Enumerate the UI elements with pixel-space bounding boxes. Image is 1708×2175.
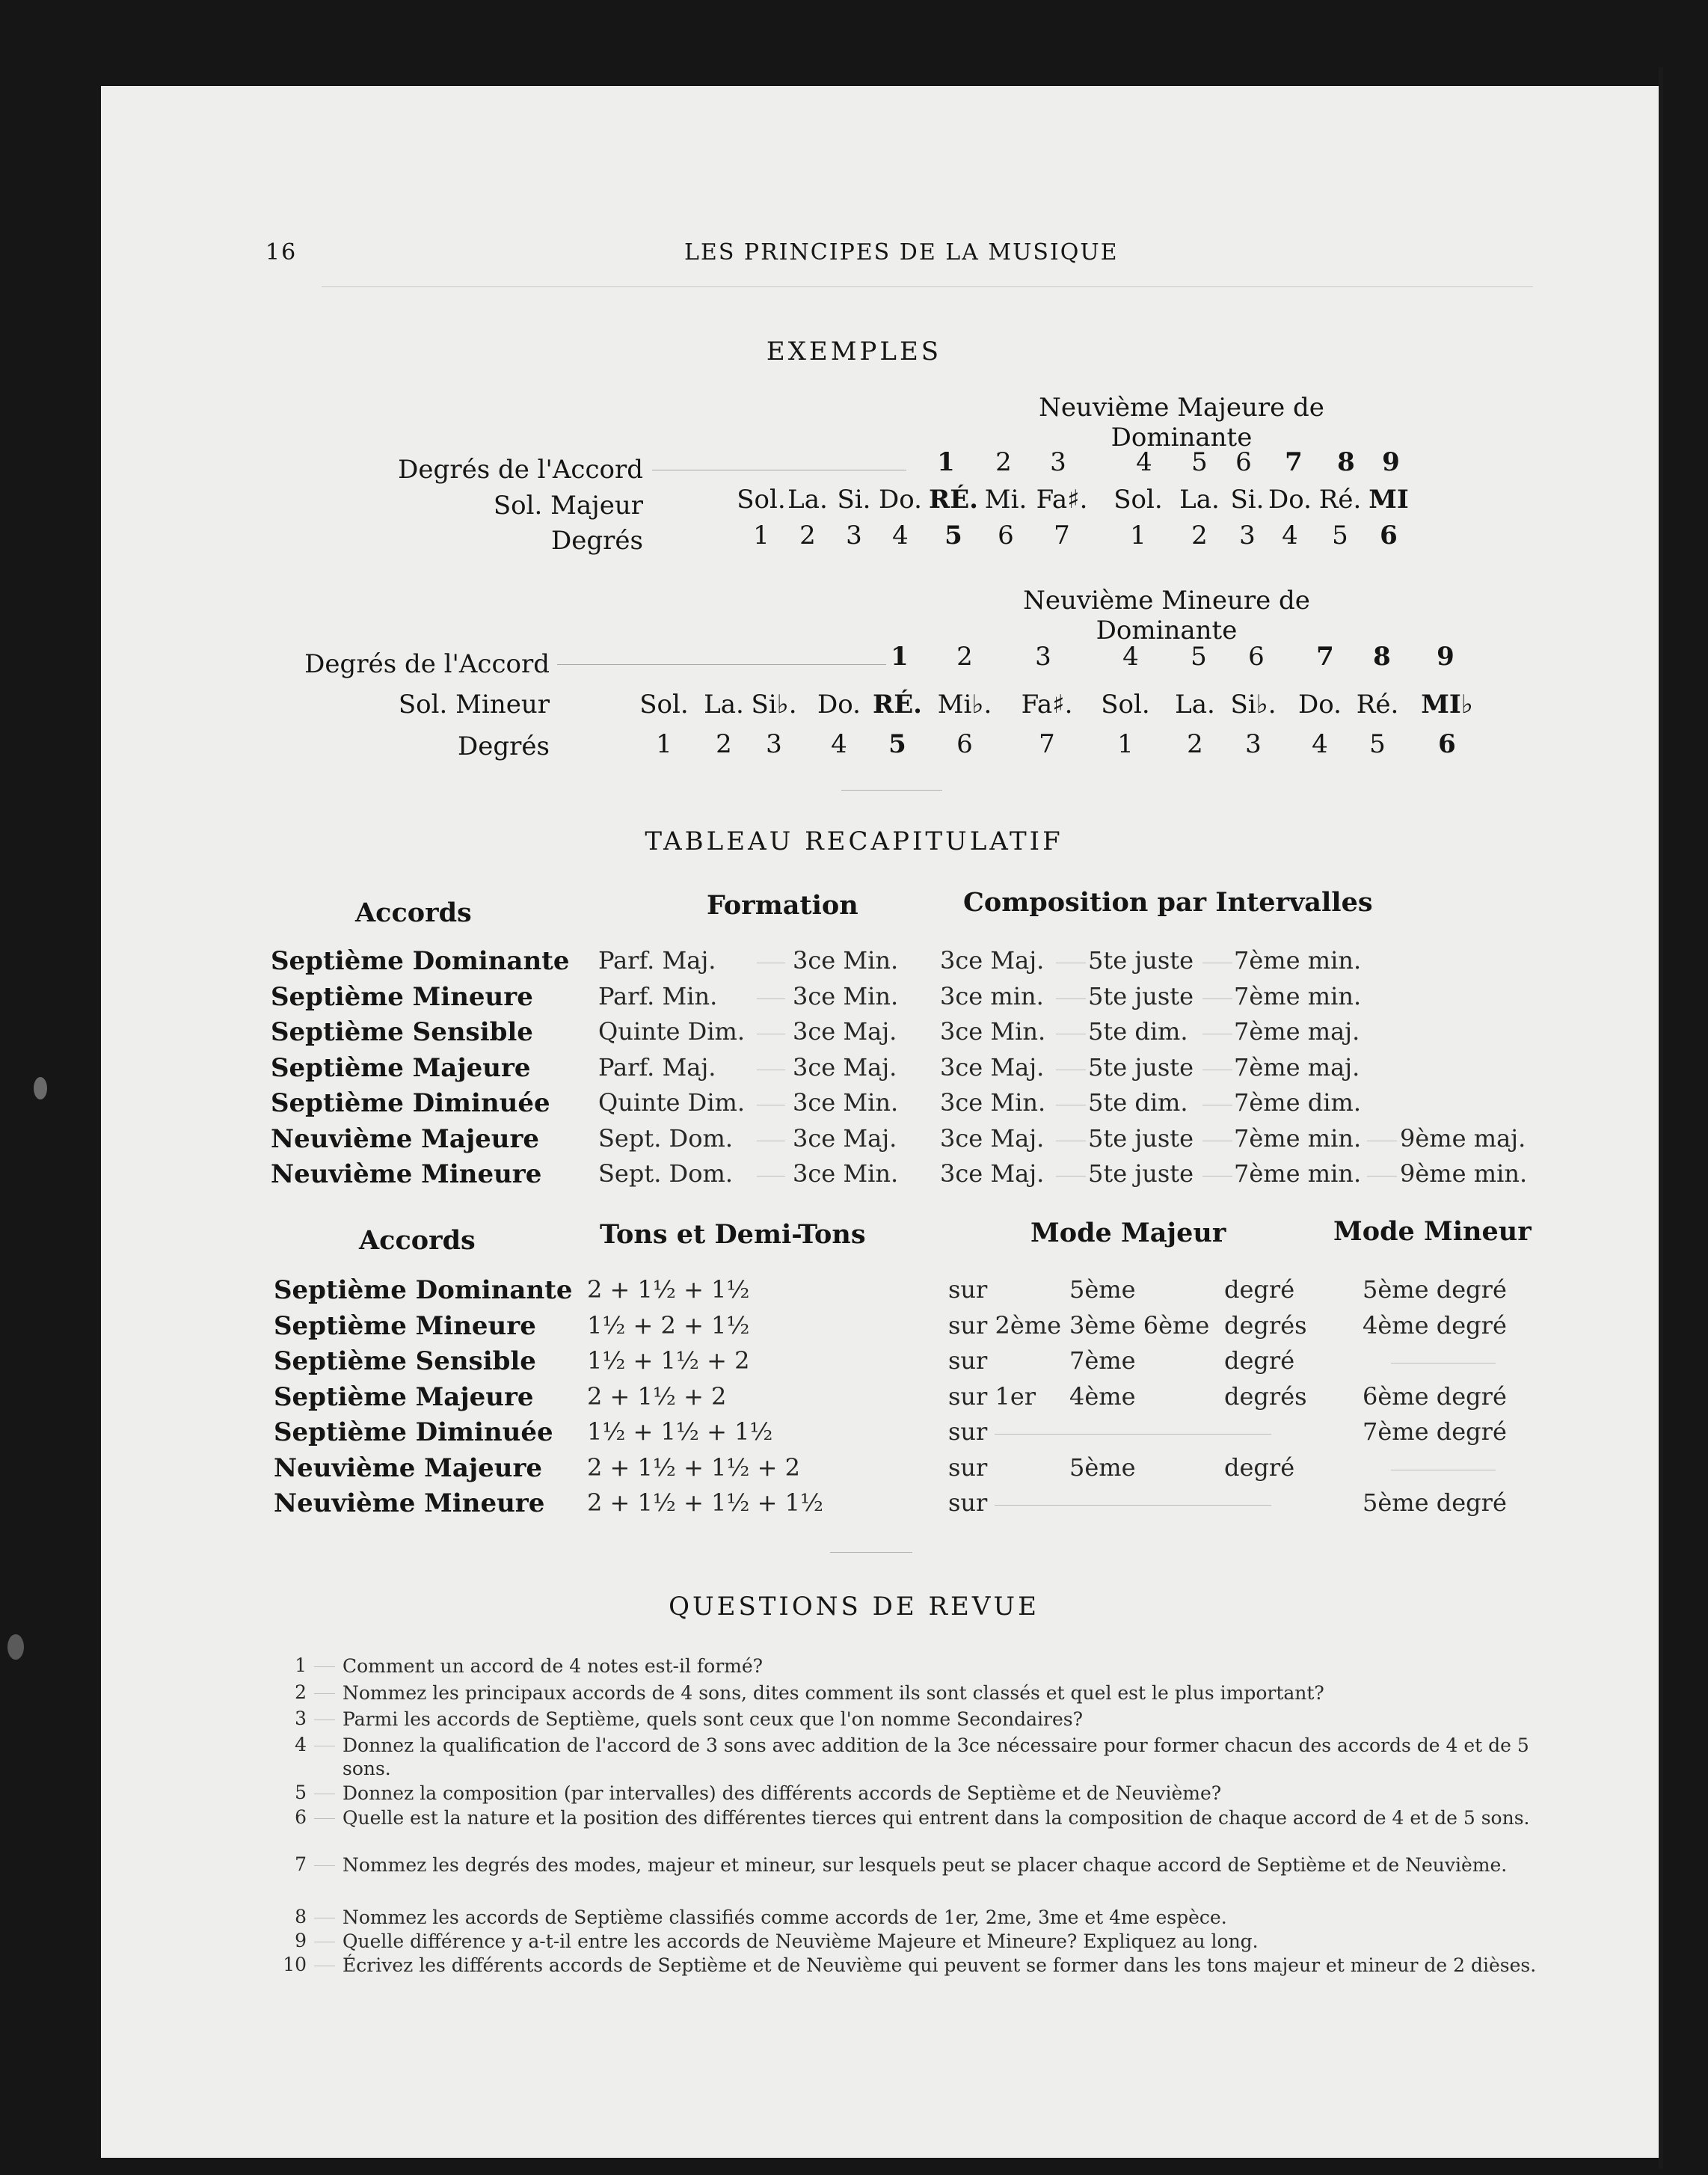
formation-third: 3ce Min.	[793, 1159, 899, 1188]
page-number: 16	[265, 239, 298, 266]
note: Sol.	[1113, 485, 1163, 515]
interval-ninth: 9ème min.	[1400, 1159, 1528, 1188]
tones-semitones: 2 + 1½ + 1½ + 1½	[587, 1488, 823, 1517]
interval-fifth: 5te juste	[1088, 1159, 1194, 1188]
scale-degree: 7	[1039, 729, 1055, 759]
scale-degree: 3	[766, 729, 782, 759]
question-text: Écrivez les différents accords de Septième et de Neuvième qui peuvent se former dans les tons majeur et mineur de 2 dièses.	[342, 1954, 1537, 1976]
column-header: Mode Mineur	[1333, 1216, 1532, 1247]
chord-name: Septième Diminuée	[271, 1088, 550, 1118]
chord-degree: 5	[1191, 447, 1208, 477]
interval-seventh: 7ème min.	[1234, 946, 1362, 975]
major-mode-degree: 4ème	[1069, 1381, 1136, 1411]
leader-dash	[995, 1434, 1271, 1435]
scale-degree: 6	[956, 729, 973, 759]
tones-semitones: 1½ + 2 + 1½	[587, 1310, 750, 1340]
formation-third: 3ce Maj.	[793, 1123, 897, 1153]
formation-base: Sept. Dom.	[598, 1123, 733, 1153]
chord-degree: 8	[1373, 642, 1391, 672]
formation-base: Quinte Dim.	[598, 1088, 746, 1117]
major-mode-word: degré	[1224, 1346, 1295, 1375]
interval-fifth: 5te dim.	[1088, 1017, 1188, 1046]
chord-name: Septième Dominante	[271, 946, 570, 976]
major-mode-word: degrés	[1224, 1310, 1307, 1340]
major-mode-on: sur 2ème	[948, 1310, 1062, 1340]
scale-degree: 4	[892, 521, 909, 550]
questions-title: QUESTIONS DE REVUE	[669, 1592, 1039, 1622]
interval-third: 3ce min.	[940, 981, 1044, 1010]
question-text: Nommez les degrés des modes, majeur et mineur, sur lesquels peut se placer chaque accord de Septième et de Neuvième.	[342, 1854, 1508, 1876]
chord-degree: 9	[1382, 447, 1400, 477]
interval-fifth: 5te dim.	[1088, 1088, 1188, 1117]
scale-degree: 2	[1191, 521, 1208, 550]
question-number: 5	[295, 1782, 307, 1803]
leader-dash	[1056, 998, 1086, 999]
scale-degree: 5	[1332, 521, 1348, 550]
note: Sol.	[737, 485, 786, 515]
note: Do.	[1268, 485, 1312, 515]
formation-third: 3ce Min.	[793, 946, 899, 975]
page-edge-shadow	[1659, 67, 1663, 2169]
major-mode-on: sur	[948, 1452, 988, 1482]
formation-base: Parf. Min.	[598, 981, 718, 1010]
chord-degree: 5	[1191, 642, 1207, 672]
interval-fifth: 5te juste	[1088, 1052, 1194, 1082]
note: Si.	[837, 485, 871, 515]
row-label-key: Sol. Majeur	[493, 491, 643, 521]
leader-line	[557, 664, 886, 665]
note: Do.	[1298, 690, 1342, 720]
section-divider	[841, 790, 942, 791]
scale-degree: 3	[1239, 521, 1256, 550]
tones-semitones: 2 + 1½ + 1½	[587, 1275, 750, 1304]
example-heading: Neuvième Mineure de Dominante	[1023, 586, 1310, 645]
scale-degree: 5	[888, 729, 906, 759]
interval-seventh: 7ème min.	[1234, 1159, 1362, 1188]
interval-seventh: 7ème dim.	[1234, 1088, 1361, 1117]
question-number: 7	[295, 1853, 307, 1875]
note: Ré.	[1318, 485, 1362, 515]
chord-name: Septième Sensible	[271, 1017, 533, 1047]
row-label-key: Sol. Mineur	[398, 690, 550, 720]
row-label-scale-degrees: Degrés	[551, 526, 643, 556]
chord-degree: 4	[1122, 642, 1139, 672]
interval-third: 3ce Maj.	[940, 946, 1045, 975]
note: La.	[1179, 485, 1220, 515]
interval-third: 3ce Maj.	[940, 1052, 1045, 1082]
major-mode-word: degré	[1224, 1452, 1295, 1482]
formation-third: 3ce Min.	[793, 981, 899, 1010]
note: MI♭	[1421, 690, 1473, 720]
note: Mi♭.	[937, 690, 992, 720]
column-header: Formation	[707, 890, 858, 921]
leader-dash	[1202, 998, 1232, 999]
question-text: Donnez la composition (par intervalles) des différents accords de Septième et de Neuvième?	[342, 1782, 1222, 1804]
interval-third: 3ce Maj.	[940, 1123, 1045, 1153]
formation-third: 3ce Maj.	[793, 1052, 897, 1082]
chord-degree: 8	[1337, 447, 1355, 477]
question-number: 1	[295, 1654, 307, 1676]
chord-name: Septième Mineure	[271, 981, 533, 1012]
major-mode-on: sur 1er	[948, 1381, 1036, 1411]
question-text: Quelle différence y a-t-il entre les accords de Neuvième Majeure et Mineure? Expliquez au long.	[342, 1930, 1259, 1952]
chord-name: Septième Mineure	[274, 1310, 536, 1341]
note: MI	[1368, 485, 1409, 515]
formation-third: 3ce Min.	[793, 1088, 899, 1117]
question-text: Nommez les accords de Septième classifiés comme accords de 1er, 2me, 3me et 4me espèce.	[342, 1906, 1227, 1928]
note: Si.	[1230, 485, 1265, 515]
note: La.	[704, 690, 744, 720]
interval-fifth: 5te juste	[1088, 946, 1194, 975]
column-header: Accords	[359, 1225, 476, 1256]
major-mode-degree: 5ème	[1069, 1452, 1136, 1482]
speck	[7, 1634, 24, 1660]
scale-degree: 2	[799, 521, 816, 550]
interval-ninth: 9ème maj.	[1400, 1123, 1526, 1153]
note: Fa♯.	[1021, 690, 1073, 720]
chord-degree: 9	[1437, 642, 1454, 672]
tones-semitones: 1½ + 1½ + 2	[587, 1346, 750, 1375]
row-label-scale-degrees: Degrés	[458, 731, 550, 761]
formation-base: Parf. Maj.	[598, 946, 716, 975]
note: Si♭.	[751, 690, 797, 720]
major-mode-degree: 5ème	[1069, 1275, 1136, 1304]
leader-dash	[1202, 1176, 1232, 1177]
note: Mi.	[984, 485, 1027, 515]
question-number: 6	[295, 1806, 307, 1828]
chord-name: Neuvième Majeure	[274, 1452, 543, 1483]
scale-degree: 6	[998, 521, 1014, 550]
leader-dash	[1367, 1176, 1397, 1177]
interval-seventh: 7ème maj.	[1234, 1017, 1360, 1046]
scale-degree: 2	[1187, 729, 1203, 759]
chord-name: Septième Diminuée	[274, 1417, 553, 1447]
chord-name: Septième Majeure	[274, 1381, 534, 1412]
scale-degree: 4	[1282, 521, 1298, 550]
major-mode-word: degré	[1224, 1275, 1295, 1304]
scale-degree: 3	[1245, 729, 1262, 759]
summary-title: TABLEAU RECAPITULATIF	[645, 826, 1063, 856]
scale-degree: 4	[831, 729, 847, 759]
book-page	[101, 86, 1660, 2158]
note: Sol.	[639, 690, 689, 720]
question-number: 9	[295, 1930, 307, 1951]
scale-degree: 1	[656, 729, 672, 759]
note: RÉ.	[928, 485, 978, 515]
chord-degree: 6	[1235, 447, 1252, 477]
scale-degree: 1	[1130, 521, 1146, 550]
chord-degree: 7	[1285, 447, 1303, 477]
example-heading: Neuvième Majeure de Dominante	[1039, 393, 1324, 453]
note: Ré.	[1356, 690, 1399, 720]
scale-degree: 6	[1380, 521, 1398, 550]
chord-degree: 2	[995, 447, 1012, 477]
major-mode-on: sur	[948, 1275, 988, 1304]
running-title: LES PRINCIPES DE LA MUSIQUE	[684, 239, 1119, 266]
minor-mode: 5ème degré	[1363, 1275, 1507, 1304]
tones-semitones: 2 + 1½ + 2	[587, 1381, 727, 1411]
scale-degree: 1	[1117, 729, 1134, 759]
interval-third: 3ce Maj.	[940, 1159, 1045, 1188]
scale-degree: 4	[1312, 729, 1328, 759]
formation-base: Sept. Dom.	[598, 1159, 733, 1188]
tones-semitones: 2 + 1½ + 1½ + 2	[587, 1452, 800, 1482]
chord-degree: 2	[956, 642, 973, 672]
formation-base: Parf. Maj.	[598, 1052, 716, 1082]
chord-name: Septième Dominante	[274, 1275, 573, 1305]
leader-dash	[314, 1666, 335, 1667]
interval-seventh: 7ème min.	[1234, 981, 1362, 1010]
chord-degree: 3	[1035, 642, 1051, 672]
chord-name: Neuvième Majeure	[271, 1123, 540, 1154]
header-rule	[322, 286, 1533, 287]
column-header: Mode Majeur	[1030, 1218, 1226, 1248]
scale-degree: 1	[753, 521, 769, 550]
interval-third: 3ce Min.	[940, 1088, 1046, 1117]
chord-degree: 6	[1248, 642, 1265, 672]
question-number: 2	[295, 1681, 307, 1703]
leader-dash	[314, 1693, 335, 1694]
leader-dash	[1056, 1176, 1086, 1177]
column-header: Composition par Intervalles	[963, 887, 1373, 918]
column-header: Tons et Demi-Tons	[600, 1219, 866, 1250]
scale-degree: 2	[716, 729, 732, 759]
question-text: Donnez la qualification de l'accord de 3 sons avec addition de la 3ce nécessaire pour former chacun des accords de 4 et de 5 sons.	[342, 1734, 1529, 1779]
chord-name: Neuvième Mineure	[271, 1159, 542, 1189]
minor-mode: 5ème degré	[1363, 1488, 1507, 1517]
note: Do.	[817, 690, 861, 720]
leader-dash	[314, 1865, 335, 1866]
question-text: Nommez les principaux accords de 4 sons, dites comment ils sont classés et quel est le plus important?	[342, 1682, 1324, 1704]
scale-degree: 5	[1369, 729, 1386, 759]
chord-degree: 1	[891, 642, 909, 672]
leader-dash	[314, 1818, 335, 1819]
scale-degree: 7	[1054, 521, 1070, 550]
interval-fifth: 5te juste	[1088, 1123, 1194, 1153]
column-header: Accords	[355, 898, 472, 928]
note: La.	[787, 485, 828, 515]
question-number: 3	[295, 1708, 307, 1729]
interval-seventh: 7ème maj.	[1234, 1052, 1360, 1082]
question-number: 4	[295, 1734, 307, 1755]
major-mode-on: sur	[948, 1417, 988, 1446]
scale-degree: 6	[1438, 729, 1456, 759]
major-mode-word: degrés	[1224, 1381, 1307, 1411]
leader-dash	[757, 998, 785, 999]
interval-fifth: 5te juste	[1088, 981, 1194, 1010]
formation-third: 3ce Maj.	[793, 1017, 897, 1046]
chord-degree: 3	[1050, 447, 1066, 477]
major-mode-on: sur	[948, 1488, 988, 1517]
chord-name: Neuvième Mineure	[274, 1488, 545, 1518]
section-divider	[830, 1552, 912, 1553]
speck	[34, 1077, 47, 1099]
chord-degree: 1	[937, 447, 955, 477]
chord-name: Septième Sensible	[274, 1346, 536, 1376]
scale-degree: 5	[944, 521, 962, 550]
minor-mode: 7ème degré	[1363, 1417, 1507, 1446]
note: La.	[1175, 690, 1215, 720]
note: Si♭.	[1230, 690, 1277, 720]
formation-base: Quinte Dim.	[598, 1017, 746, 1046]
chord-name: Septième Majeure	[271, 1052, 531, 1083]
minor-mode: 4ème degré	[1363, 1310, 1507, 1340]
chord-degree: 4	[1136, 447, 1152, 477]
scale-degree: 3	[846, 521, 862, 550]
leader-dash	[995, 1505, 1271, 1506]
minor-mode: 6ème degré	[1363, 1381, 1507, 1411]
row-label-chord-degrees: Degrés de l'Accord	[398, 455, 643, 485]
note: Do.	[879, 485, 922, 515]
note: RÉ.	[872, 690, 922, 720]
question-number: 8	[295, 1906, 307, 1927]
note: Sol.	[1101, 690, 1150, 720]
interval-third: 3ce Min.	[940, 1017, 1046, 1046]
tones-semitones: 1½ + 1½ + 1½	[587, 1417, 773, 1446]
question-text: Comment un accord de 4 notes est-il formé?	[342, 1655, 764, 1677]
question-text: Parmi les accords de Septième, quels sont ceux que l'on nomme Secondaires?	[342, 1708, 1084, 1730]
interval-seventh: 7ème min.	[1234, 1123, 1362, 1153]
major-mode-degree: 7ème	[1069, 1346, 1136, 1375]
chord-degree: 7	[1316, 642, 1334, 672]
examples-title: EXEMPLES	[766, 337, 942, 366]
major-mode-on: sur	[948, 1346, 988, 1375]
row-label-chord-degrees: Degrés de l'Accord	[304, 649, 550, 679]
major-mode-degree: 3ème 6ème	[1069, 1310, 1210, 1340]
question-number: 10	[283, 1954, 307, 1975]
question-text: Quelle est la nature et la position des différentes tierces qui entrent dans la composition de chaque accord de 4 et de 5 sons.	[342, 1807, 1530, 1829]
note: Fa♯.	[1036, 485, 1088, 515]
leader-dash	[757, 1176, 785, 1177]
